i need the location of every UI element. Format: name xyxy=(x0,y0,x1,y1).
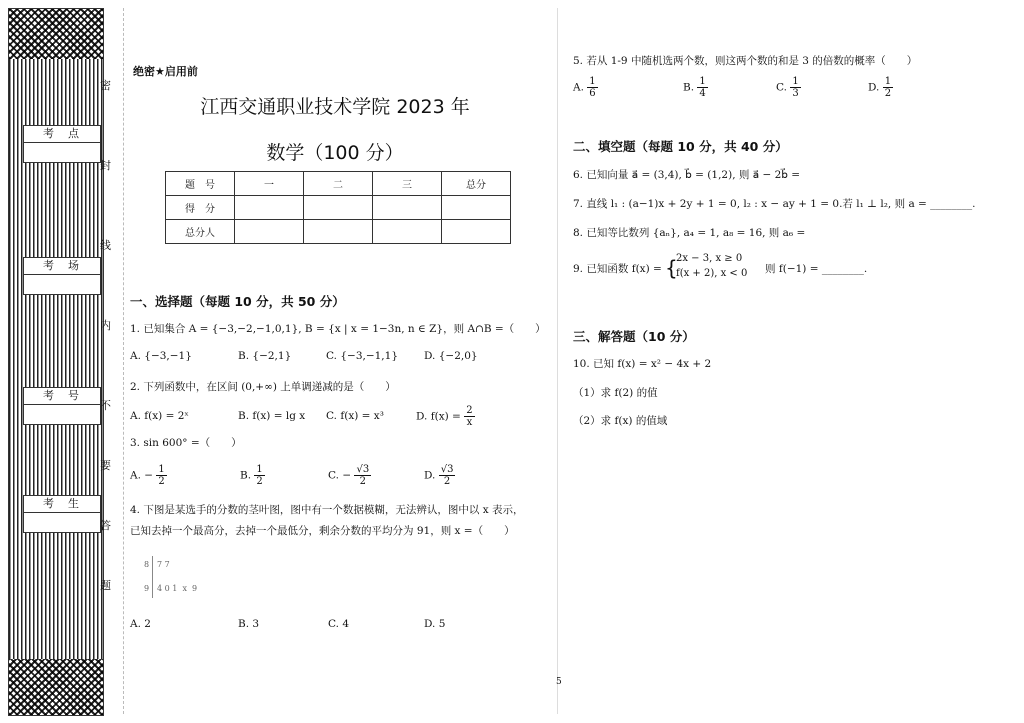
field-exam-room[interactable] xyxy=(23,257,101,295)
option: B. {−2,1} xyxy=(238,350,292,362)
question-1: 1. 已知集合 A = {−3,−2,−1,0,1}, B = {x | x = 1−3n, n ∈ Z}，则 A∩B =（ ） xyxy=(130,323,546,335)
option xyxy=(868,76,893,99)
field-label: 考场 xyxy=(24,258,100,275)
q9-prefix: 9. 已知函数 f(x) = xyxy=(573,263,662,275)
score-cell[interactable] xyxy=(442,220,511,244)
fraction xyxy=(254,464,264,487)
page-subtitle: 数学（100 分） xyxy=(266,142,404,164)
numerator: 1 xyxy=(158,464,165,475)
question-10-part1: （1）求 f(2) 的值 xyxy=(573,387,658,399)
seal-char: 内 xyxy=(100,319,111,332)
table-cell: 题 号 xyxy=(166,172,235,196)
section-title: 二、填空题（每题 10 分，共 40 分） xyxy=(573,139,788,154)
question-4-line1: 4. 下图是某选手的分数的茎叶图，图中有一个数据模糊，无法辨认，图中以 x 表示， xyxy=(130,504,524,516)
question-10-part2: （2）求 f(x) 的值域 xyxy=(573,415,668,427)
seal-char: 线 xyxy=(100,239,111,252)
option xyxy=(416,405,475,428)
option-text: C. xyxy=(776,81,787,94)
table-cell: 一 xyxy=(235,172,304,196)
option xyxy=(424,464,455,487)
stem: 8 xyxy=(144,560,150,569)
option: C. {−3,−1,1} xyxy=(326,350,399,362)
field-exam-number[interactable] xyxy=(23,387,101,425)
fraction xyxy=(156,464,166,487)
numerator: 2 xyxy=(466,405,473,416)
case-1: 2x − 3, x ≥ 0 xyxy=(676,253,743,264)
table-cell: 总分人 xyxy=(166,220,235,244)
option: A. f(x) = 2ˣ xyxy=(130,410,189,422)
question-7: 7. 直线 l₁ : (a−1)x + 2y + 1 = 0, l₂ : x − ay + 1 = 0.若 l₁ ⊥ l₂, 则 a = ________. xyxy=(573,198,976,210)
denominator: 2 xyxy=(443,476,451,487)
seal-char: 题 xyxy=(100,579,111,592)
fraction xyxy=(790,76,800,99)
page-number: 5 xyxy=(556,677,562,687)
fraction xyxy=(697,76,707,99)
option xyxy=(776,76,801,99)
fraction xyxy=(439,464,456,487)
score-cell[interactable] xyxy=(235,196,304,220)
brace: { xyxy=(665,256,678,280)
table-cell: 二 xyxy=(304,172,373,196)
option: A. 2 xyxy=(130,618,151,630)
denominator: 3 xyxy=(792,88,799,99)
option xyxy=(683,76,708,99)
cut-line xyxy=(123,8,124,714)
binding-strip xyxy=(8,8,104,716)
option-text: A. − xyxy=(130,469,154,482)
table-cell: 总分 xyxy=(442,172,511,196)
table-row xyxy=(166,172,511,196)
hatch-top xyxy=(9,9,103,59)
section-title: 一、选择题（每题 10 分，共 50 分） xyxy=(130,294,345,309)
numerator: 1 xyxy=(884,76,892,87)
secret-mark: 绝密★启用前 xyxy=(133,65,198,78)
score-cell[interactable] xyxy=(304,220,373,244)
table-row xyxy=(166,196,511,220)
denominator: 2 xyxy=(256,476,263,487)
numerator: 1 xyxy=(589,76,596,87)
option: B. f(x) = lg x xyxy=(238,410,306,422)
option xyxy=(240,464,265,487)
option: D. {−2,0} xyxy=(424,350,478,362)
option-text: C. − xyxy=(328,469,352,482)
fraction xyxy=(354,464,371,487)
case-2: f(x + 2), x < 0 xyxy=(676,268,748,279)
numerator: 1 xyxy=(699,76,706,87)
denominator: 2 xyxy=(158,476,165,487)
seal-char: 答 xyxy=(100,519,111,532)
seal-char: 不 xyxy=(100,399,111,412)
denominator: 2 xyxy=(884,88,892,99)
score-cell[interactable] xyxy=(373,220,442,244)
fraction xyxy=(587,76,597,99)
page-title: 江西交通职业技术学院 2023 年 xyxy=(200,96,470,118)
question-6: 6. 已知向量 a⃗ = (3,4), b⃗ = (1,2), 则 a⃗ − 2b⃗ = xyxy=(573,169,801,181)
question-10: 10. 已知 f(x) = x² − 4x + 2 xyxy=(573,358,712,370)
question-3: 3. sin 600° =（ ） xyxy=(130,437,242,449)
q9-suffix: 则 f(−1) = ________. xyxy=(765,263,868,275)
option: D. 5 xyxy=(424,618,446,630)
option: C. f(x) = x³ xyxy=(326,410,384,422)
leaves: 7 7 xyxy=(157,560,170,569)
option-text: D. xyxy=(424,469,436,482)
seal-char: 封 xyxy=(100,159,111,172)
denominator: x xyxy=(466,417,473,428)
seal-char: 密 xyxy=(100,79,111,92)
field-label: 考点 xyxy=(24,126,100,143)
hatch-bottom xyxy=(9,659,103,715)
score-cell[interactable] xyxy=(373,196,442,220)
score-cell[interactable] xyxy=(235,220,304,244)
fraction xyxy=(883,76,893,99)
numerator: 1 xyxy=(792,76,799,87)
question-8: 8. 已知等比数列 {aₙ}, a₄ = 1, a₈ = 16, 则 a₆ = xyxy=(573,227,806,239)
section-title: 三、解答题（10 分） xyxy=(573,329,695,344)
seal-char: 要 xyxy=(100,459,111,472)
field-examinee[interactable] xyxy=(23,495,101,533)
fraction xyxy=(464,405,474,428)
question-2: 2. 下列函数中，在区间 (0,+∞) 上单调递减的是（ ） xyxy=(130,381,396,393)
numerator: √3 xyxy=(440,464,454,475)
option-text: B. xyxy=(240,469,252,482)
option xyxy=(130,464,167,487)
stem: 9 xyxy=(144,584,150,593)
denominator: 6 xyxy=(589,88,596,99)
table-row xyxy=(166,220,511,244)
score-cell[interactable] xyxy=(304,196,373,220)
field-label: 考号 xyxy=(24,388,100,405)
numerator: √3 xyxy=(356,464,370,475)
option-text: B. xyxy=(683,81,695,94)
option xyxy=(328,464,371,487)
option xyxy=(573,76,598,99)
option: A. {−3,−1} xyxy=(130,350,192,362)
field-exam-site[interactable] xyxy=(23,125,101,163)
table-cell: 得 分 xyxy=(166,196,235,220)
leaves: 4 0 1 x 9 xyxy=(157,584,198,593)
question-4-line2: 已知去掉一个最高分，去掉一个最低分，剩余分数的平均分为 91，则 x =（ ） xyxy=(130,525,515,537)
denominator: 4 xyxy=(699,88,706,99)
table-cell: 三 xyxy=(373,172,442,196)
stem-leaf-plot xyxy=(144,556,224,600)
field-label: 考生 xyxy=(24,496,100,513)
score-cell[interactable] xyxy=(442,196,511,220)
question-5: 5. 若从 1-9 中随机选两个数，则这两个数的和是 3 的倍数的概率（ ） xyxy=(573,55,918,67)
option: B. 3 xyxy=(238,618,260,630)
denominator: 2 xyxy=(359,476,367,487)
option-text: A. xyxy=(573,81,584,94)
option-text: D. xyxy=(868,81,880,94)
option-text: D. f(x) = xyxy=(416,410,461,423)
score-table xyxy=(165,171,511,244)
option: C. 4 xyxy=(328,618,350,630)
stem-divider xyxy=(152,556,153,598)
column-divider xyxy=(557,8,558,714)
numerator: 1 xyxy=(256,464,263,475)
